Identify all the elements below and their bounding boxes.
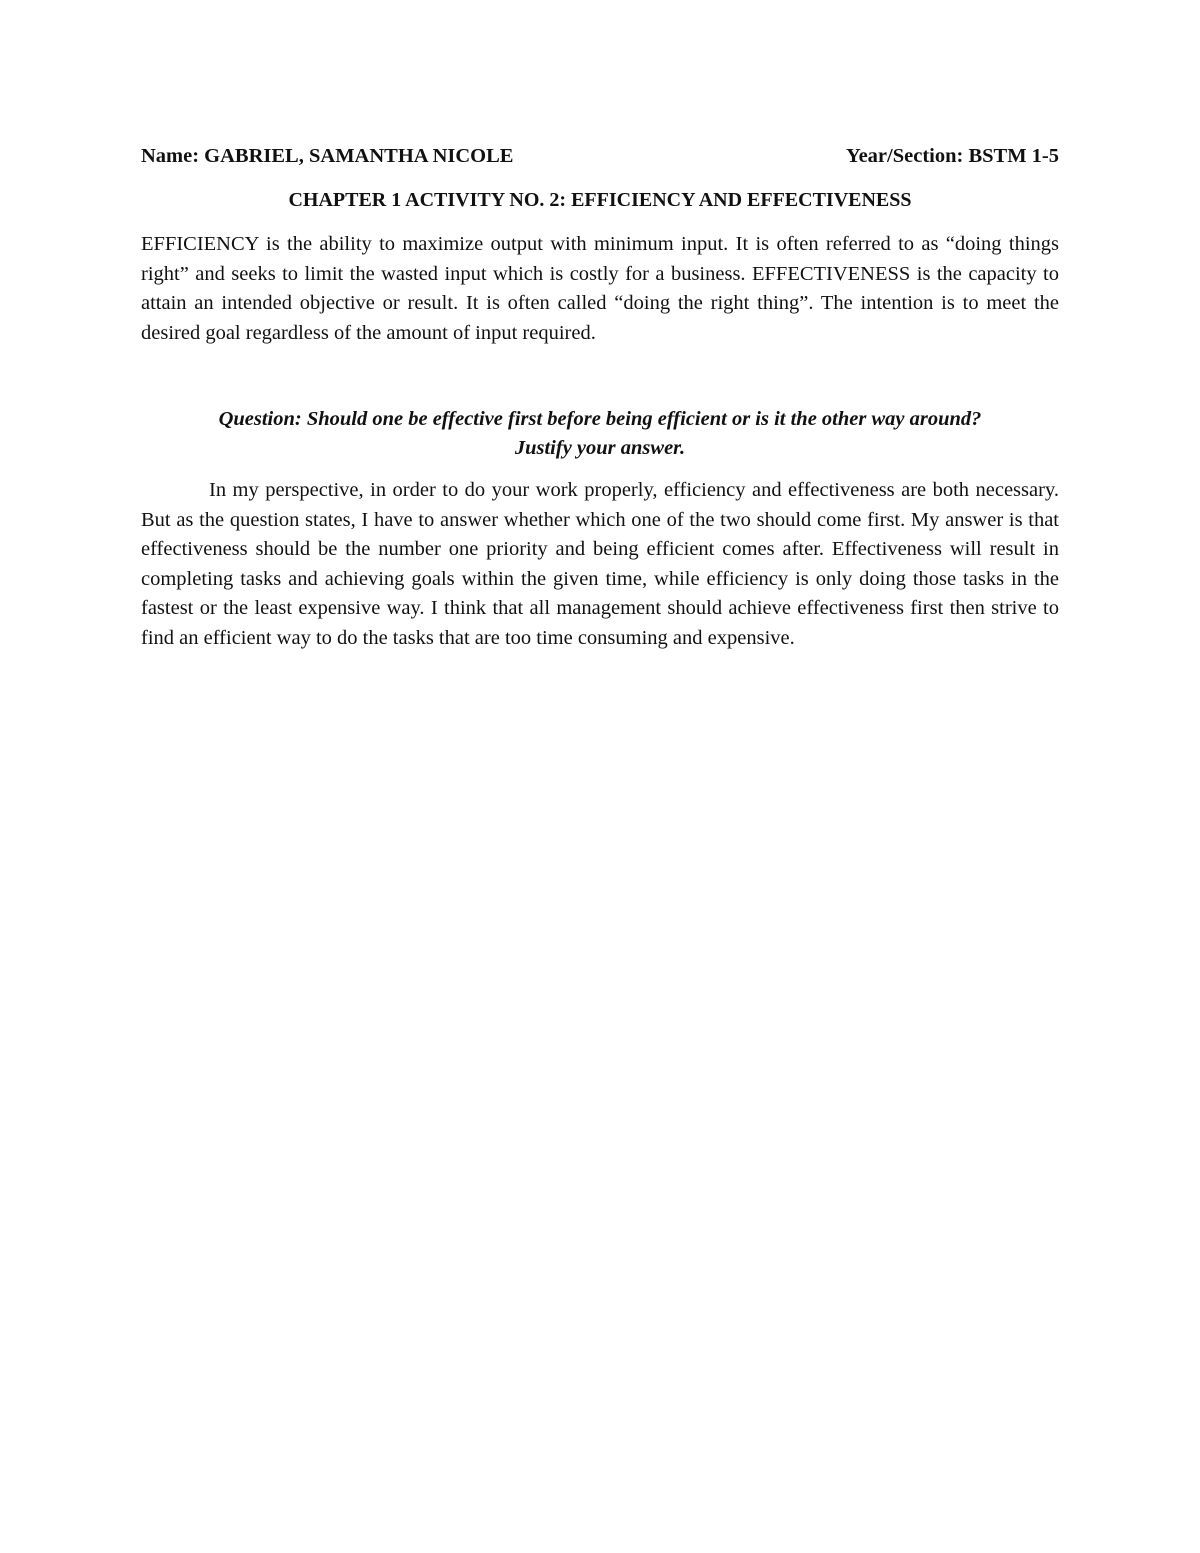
document-title: CHAPTER 1 ACTIVITY NO. 2: EFFICIENCY AND EFFECTIVENESS — [288, 189, 912, 211]
question-line-2: Justify your answer. — [514, 437, 686, 459]
header-row — [141, 142, 1059, 170]
answer-paragraph: In my perspective, in order to do your work properly, efficiency and effectiveness are both necessary. But as the question states, I have to answer whether which one of the two should come first. My answer is that effectiveness should be the number one priority and being efficient comes after. Effectiveness will result in completing tasks and achieving goals within the given time, while efficiency is only doing those tasks in the fastest or the least expensive way. I think that all management should achieve effectiveness first then strive to find an efficient way to do the tasks that are too time consuming and expensive. — [141, 479, 1059, 649]
student-name: Name: GABRIEL, SAMANTHA NICOLE — [141, 145, 514, 167]
definitions-paragraph: EFFICIENCY is the ability to maximize output with minimum input. It is often referred to as “doing things right” and seeks to limit the wasted input which is costly for a business. EFFECTIVENESS is the capacity to attain an intended objective or result. It is often called “doing the right thing”. The intention is to meet the desired goal regardless of the amount of input required. — [141, 233, 1059, 344]
question-block — [141, 405, 1059, 463]
document-content — [141, 142, 1059, 653]
year-section: Year/Section: BSTM 1-5 — [846, 145, 1059, 167]
question-line-1: Question: Should one be effective first before being efficient or is it the other way around? — [218, 408, 982, 430]
